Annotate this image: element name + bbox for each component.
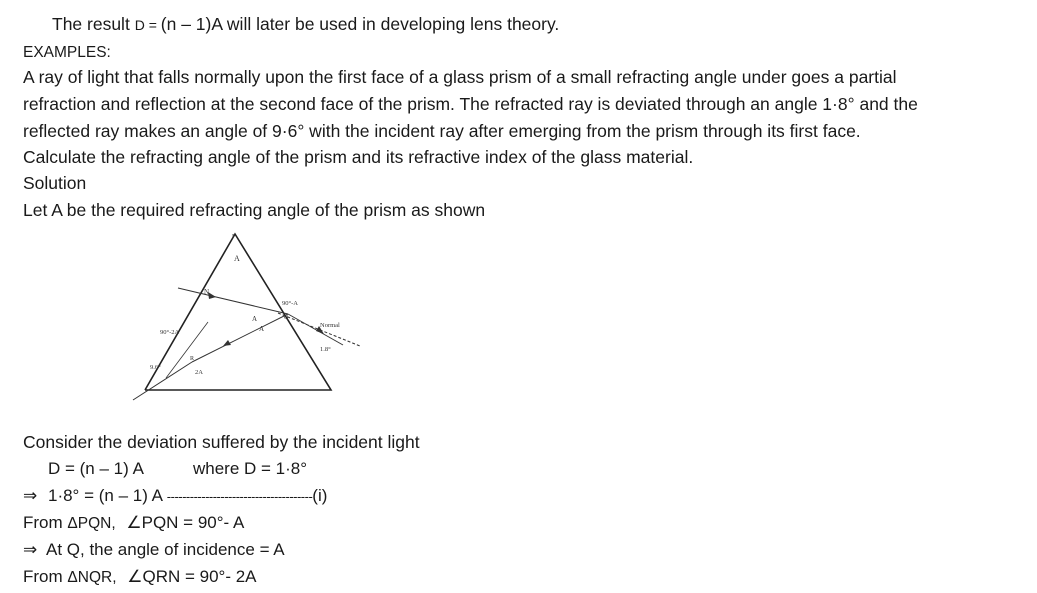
equation-2-body: 1·8° = (n – 1) A: [47, 486, 163, 505]
arrow-incident: [208, 292, 216, 299]
intro-formula-rest: (n – 1)A will later be used in developing lens theory.: [160, 14, 560, 34]
solution-intro: Let A be the required refracting angle of the prism as shown: [23, 200, 486, 220]
equation-2-dashes: --------------------------------------: [166, 489, 313, 504]
refracted-ray: [288, 314, 343, 345]
examples-heading: EXAMPLES:: [23, 44, 111, 61]
label-90-a: 90°-A: [282, 300, 298, 307]
label-1-8: 1.8°: [320, 346, 331, 353]
label-2a: 2A: [195, 369, 203, 376]
from-pqn-line: [23, 512, 244, 535]
implies-arrow-icon-2: ⇒: [23, 540, 38, 559]
from-nqr-prefix: From: [23, 567, 68, 586]
solution-heading: Solution: [23, 173, 87, 193]
equation-2-tag: (i): [312, 486, 328, 505]
label-normal: Normal: [320, 322, 340, 329]
label-a2: A: [259, 325, 265, 333]
equation-1-left: D = (n – 1) A: [48, 459, 144, 478]
at-q-line: [23, 539, 285, 561]
label-9-6: 9.6°: [150, 364, 161, 371]
at-q-text: At Q, the angle of incidence = A: [45, 540, 285, 559]
problem-line-1: A ray of light that falls normally upon the first face of a glass prism of a small refracting angle under goes a partial: [23, 67, 897, 87]
angle-pqn: ∠PQN = 90°- A: [126, 513, 245, 532]
label-a-apex: A: [234, 254, 240, 263]
intro-formula-d: D =: [134, 17, 161, 33]
prism-diagram: [128, 228, 368, 403]
triangle-nqr: ΔNQR,: [67, 569, 117, 586]
problem-line-2: refraction and reflection at the second face of the prism. The refracted ray is deviated through an angle 1·8° and the: [23, 94, 918, 114]
intro-prefix: The result: [52, 14, 135, 34]
from-pqn-prefix: From: [23, 513, 68, 532]
label-r: R: [190, 356, 195, 362]
label-q: Q: [284, 315, 289, 321]
emergent-reflected-ray: [133, 362, 192, 400]
equation-2: [23, 485, 327, 508]
label-90-2a: 90°-2A: [160, 329, 180, 336]
label-a1: A: [252, 315, 258, 323]
consider-line: Consider the deviation suffered by the incident light: [23, 432, 420, 452]
intro-line: [52, 13, 559, 36]
equation-1-right: where D = 1·8°: [193, 459, 308, 478]
angle-qrn: ∠QRN = 90°- 2A: [127, 567, 257, 586]
label-p: P: [232, 234, 236, 240]
from-nqr-line: [23, 566, 257, 589]
reflected-ray: [192, 314, 288, 362]
triangle-pqn: ΔPQN,: [67, 515, 116, 532]
label-n: N: [204, 288, 210, 296]
problem-line-4: Calculate the refracting angle of the prism and its refractive index of the glass material.: [23, 147, 694, 167]
problem-line-3: reflected ray makes an angle of 9·6° with the incident ray after emerging from the prism through its first face.: [23, 121, 861, 141]
implies-arrow-icon: ⇒: [23, 486, 38, 505]
